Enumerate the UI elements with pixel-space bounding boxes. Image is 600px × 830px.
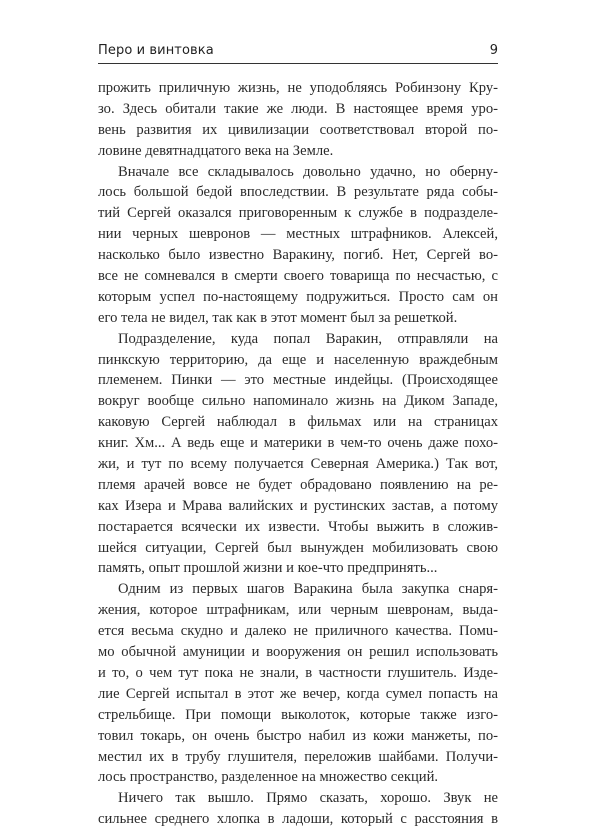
text-line: жи, и тут по всему получается Северная Америка.) Так вот, — [98, 456, 498, 473]
text-line: Подразделение, куда попал Варакин, отправляли на — [118, 330, 498, 347]
text-line: стрельбище. При помощи выколоток, которые также изго- — [98, 706, 498, 723]
text-line: лось большой бедой впоследствии. В результате ряда собы- — [98, 184, 498, 201]
text-line: вень развития их цивилизации соответствовал второй по- — [98, 121, 498, 138]
text-line: Одним из первых шагов Варакина была закупка снаря- — [118, 581, 498, 598]
text-line: которым успел по-настоящему подружиться. Просто сам он — [98, 288, 498, 305]
text-line: каковую Сергей наблюдал в фильмах или на страницах — [98, 414, 498, 431]
text-line: вокруг вообще сильно напоминало жизнь на Диком Западе, — [98, 393, 498, 410]
text-line: лие Сергей испытал в этот же вечер, когда сумел попасть на — [98, 685, 498, 702]
running-title: Перо и винтовка — [98, 43, 214, 58]
page-number: 9 — [489, 43, 498, 58]
text-line: память, опыт прошлой жизни и кое-что предпринять... — [98, 560, 438, 577]
text-line: его тела не видел, так как в этот момент был за решеткой. — [98, 309, 458, 326]
text-line: местил их в трубу глушителя, переложив шайбами. Получи- — [98, 748, 498, 765]
text-line: ловине девятнадцатого века на Земле. — [98, 142, 334, 159]
text-line: и то, о чем тут пока не знали, в частности глушитель. Изде- — [98, 664, 498, 681]
header-rule — [98, 63, 498, 64]
text-line: зо. Здесь обитали такие же люди. В настоящее время уро- — [98, 100, 498, 117]
text-line: Ничего так вышло. Прямо сказать, хорошо. Звук не — [118, 790, 498, 807]
text-line: мо обычной амуниции и вооружения он решил использовать — [98, 644, 498, 661]
text-line: насколько было известно Варакину, погиб. Нет, Сергей во- — [98, 247, 498, 264]
text-line: шейся ситуации, Сергей был вынужден мобилизовать свою — [98, 539, 498, 556]
text-line: прожить приличную жизнь, не уподобляясь Робинзону Кру- — [98, 80, 498, 96]
text-line: тий Сергей оказался приговоренным к службе в подразделе- — [98, 205, 498, 222]
text-line: постарается всячески их извести. Чтобы выжить в сложив- — [98, 518, 498, 535]
text-line: племя арачей вовсе не будет обрадовано появлению на ре- — [98, 476, 498, 493]
text-line: Вначале все складывалось довольно удачно, но обернy- — [118, 163, 498, 180]
running-header — [98, 40, 498, 64]
text-line: жения, которое штрафникам, или черным шевронам, выда- — [98, 602, 498, 619]
text-line: лось пространство, разделенное на множество секций. — [98, 769, 439, 786]
body-text — [98, 78, 498, 830]
text-line: племенем. Пинки — это местные индейцы. (Происходящее — [98, 372, 498, 389]
text-line: сильнее среднего хлопка в ладоши, который с расстояния в — [98, 811, 498, 828]
text-line: нии черных шевронов — местных штрафников. Алексей, — [98, 226, 498, 243]
text-line: ется весьма скудно и далеко не приличного качества. Помu- — [98, 623, 498, 640]
text-line: книг. Хм... А ведь еще и материки в чем-то очень даже похо- — [98, 435, 498, 452]
text-line: товил токарь, он очень быстро набил из кожи манжеты, по- — [98, 727, 498, 744]
text-line: пинкскую территорию, да еще и населенную враждебным — [98, 351, 498, 368]
text-line: ках Изера и Мрава валийских и рустинских застав, а потому — [98, 497, 498, 514]
text-line: все не сомневался в смерти своего товарища по несчастью, с — [98, 268, 498, 285]
